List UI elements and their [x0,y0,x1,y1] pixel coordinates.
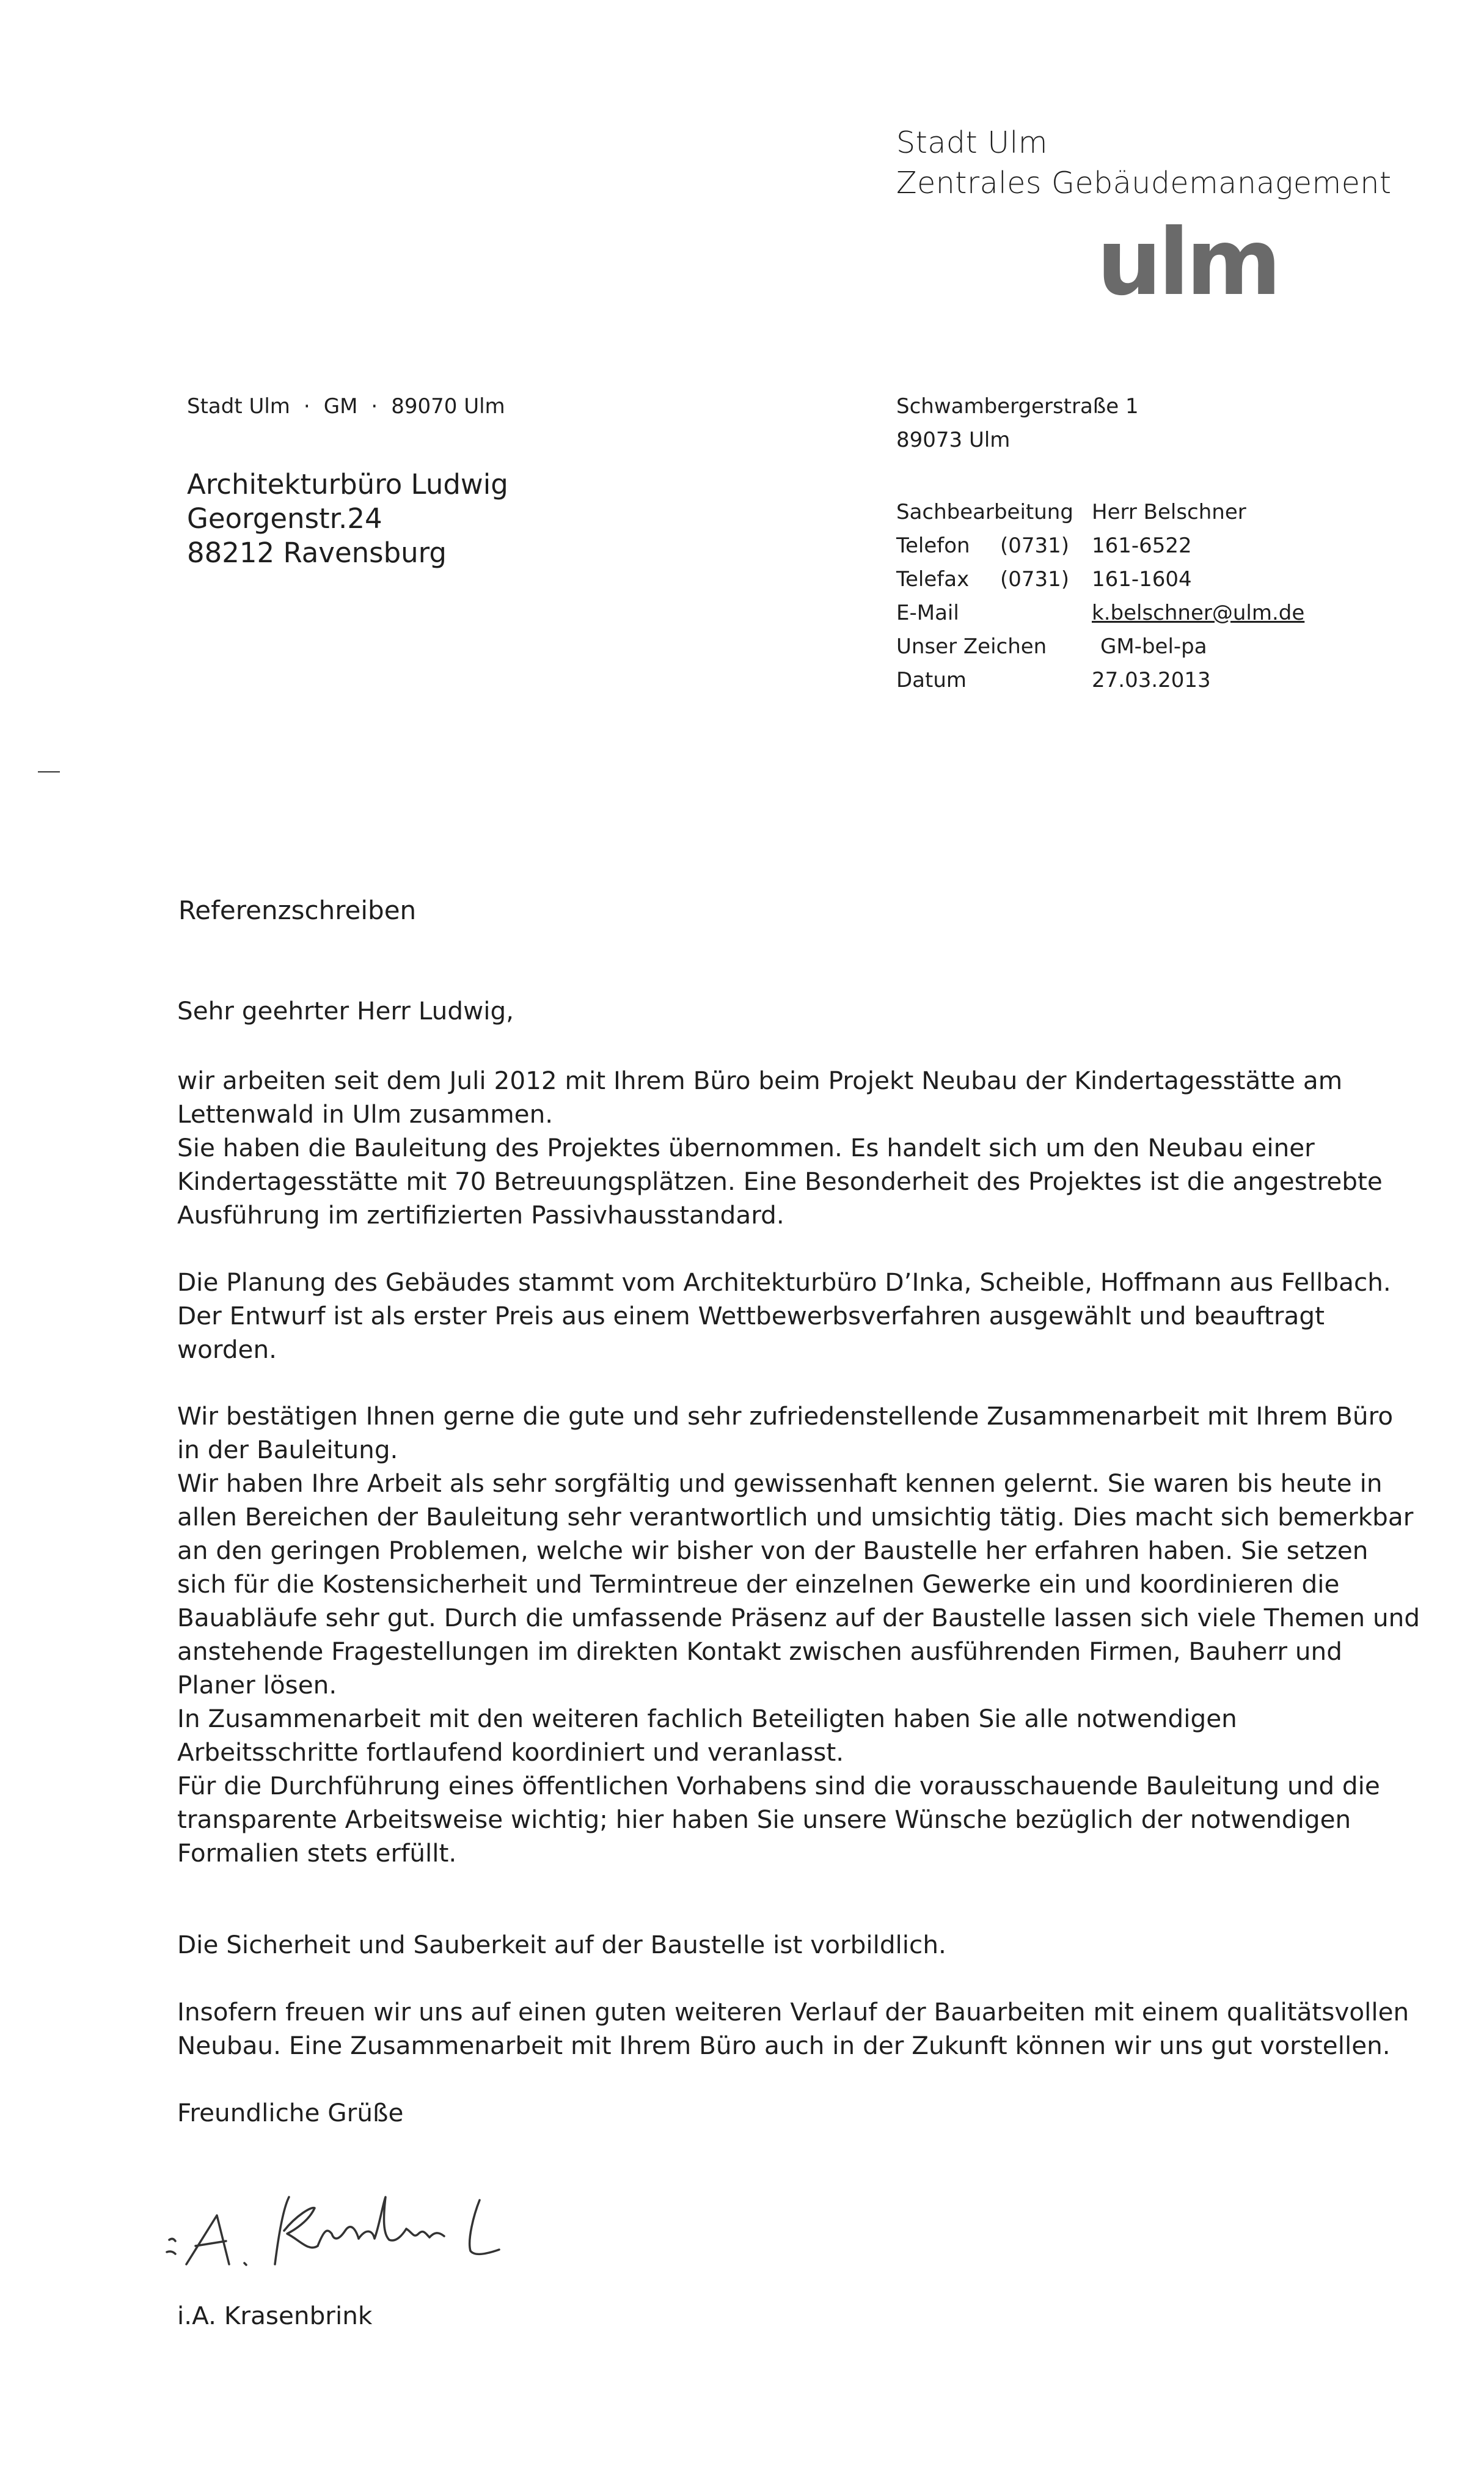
recipient-street: Georgenstr.24 [187,502,382,535]
ulm-logo: ulm [1097,210,1278,316]
body-line: Kindertagesstätte mit 70 Betreuungsplätzen. Eine Besonderheit des Projektes ist die angestrebte [177,1167,1383,1196]
body-line: Lettenwald in Ulm zusammen. [177,1099,554,1129]
body-line: Formalien stets erfüllt. [177,1838,457,1868]
handwritten-signature [162,2173,528,2295]
body-line: Wir bestätigen Ihnen gerne die gute und sehr zufriedenstellende Zusammenarbeit mit Ihrem Büro [177,1401,1394,1431]
body-line: Planer lösen. [177,1670,337,1700]
signer-name: i.A. Krasenbrink [177,2301,373,2330]
email-link[interactable]: k.belschner@ulm.de [1092,601,1305,625]
info-label: Telefon [896,534,970,558]
info-area-code: (0731) [1000,567,1070,592]
body-line: Wir haben Ihre Arbeit als sehr sorgfältig und gewissenhaft kennen gelernt. Sie waren bis heute in [177,1469,1383,1498]
body-line: anstehende Fragestellungen im direkten Kontakt zwischen ausführenden Firmen, Bauherr und [177,1637,1342,1666]
body-line: Neubau. Eine Zusammenarbeit mit Ihrem Büro auch in der Zukunft können wir uns gut vorstellen. [177,2031,1391,2060]
body-line: Für die Durchführung eines öffentlichen Vorhabens sind die vorausschauende Bauleitung und die [177,1771,1380,1800]
body-paragraph-4 [177,1928,1356,1962]
sender-dept: GM [323,394,358,419]
subject-line: Referenzschreiben [178,895,417,925]
fold-mark [38,771,60,772]
sender-postal: 89070 Ulm [391,394,505,419]
info-label: Telefax [896,567,970,592]
body-line: Insofern freuen wir uns auf einen guten weiteren Verlauf der Bauarbeiten mit einem qualitätsvollen [177,1997,1409,2027]
recipient-address [187,468,508,570]
body-line: Ausführung im zertifizierten Passivhausstandard. [177,1200,784,1230]
recipient-name: Architekturbüro Ludwig [187,468,508,501]
body-line: Bauabläufe sehr gut. Durch die umfassende Präsenz auf der Baustelle lassen sich viele Themen und [177,1603,1420,1632]
body-line: Die Sicherheit und Sauberkeit auf der Baustelle ist vorbildlich. [177,1930,946,1959]
body-paragraph-1 [177,1064,1383,1232]
letterhead-department: Zentrales Gebäudemanagement [896,166,1392,200]
info-value: Herr Belschner [1092,500,1246,524]
body-line: In Zusammenarbeit mit den weiteren fachlich Beteiligten haben Sie alle notwendigen [177,1704,1237,1733]
salutation: Sehr geehrter Herr Ludwig, [177,996,514,1025]
info-area-code: (0731) [1000,534,1070,558]
info-label: Datum [896,668,967,692]
info-value: GM-bel-pa [1100,634,1207,659]
separator: · [371,394,378,419]
info-label: Unser Zeichen [896,634,1047,659]
body-line: sich für die Kostensicherheit und Termintreue der einzelnen Gewerke ein und koordinieren die [177,1569,1340,1599]
body-line: worden. [177,1335,277,1364]
body-line: Arbeitsschritte fortlaufend koordiniert und veranlasst. [177,1737,844,1767]
office-city: 89073 Ulm [896,428,1011,452]
body-paragraph-5 [177,1995,1409,2063]
info-label: E-Mail [896,601,959,625]
separator: · [303,394,310,419]
info-label: Sachbearbeitung [896,500,1073,524]
letterhead-city: Stadt Ulm [896,125,1048,160]
body-line: Der Entwurf ist als erster Preis aus einem Wettbewerbsverfahren ausgewählt und beauftragt [177,1301,1325,1330]
body-line: wir arbeiten seit dem Juli 2012 mit Ihrem Büro beim Projekt Neubau der Kindertagesstätte am [177,1066,1343,1095]
body-line: allen Bereichen der Bauleitung sehr verantwortlich und umsichtig tätig. Dies macht sich bemerkbar [177,1502,1414,1532]
office-address [896,390,1139,457]
body-line: in der Bauleitung. [177,1435,398,1464]
office-street: Schwambergerstraße 1 [896,394,1139,419]
closing: Freundliche Grüße [177,2098,404,2127]
sender-city: Stadt Ulm [187,394,290,419]
body-paragraph-3 [177,1400,1420,1870]
info-value: 27.03.2013 [1092,668,1211,692]
body-line: transparente Arbeitsweise wichtig; hier haben Sie unsere Wünsche bezüglich der notwendigen [177,1805,1351,1834]
body-line: Die Planung des Gebäudes stammt vom Architekturbüro D’Inka, Scheible, Hoffmann aus Fellbach. [177,1268,1391,1297]
recipient-city: 88212 Ravensburg [187,537,447,569]
body-line: Sie haben die Bauleitung des Projektes übernommen. Es handelt sich um den Neubau einer [177,1133,1315,1162]
info-value: 161-6522 [1092,534,1192,558]
info-value: 161-1604 [1092,567,1192,592]
body-line: an den geringen Problemen, welche wir bisher von der Baustelle her erfahren haben. Sie setzen [177,1536,1369,1565]
body-paragraph-2 [177,1266,1391,1367]
sender-return-line [187,394,505,419]
